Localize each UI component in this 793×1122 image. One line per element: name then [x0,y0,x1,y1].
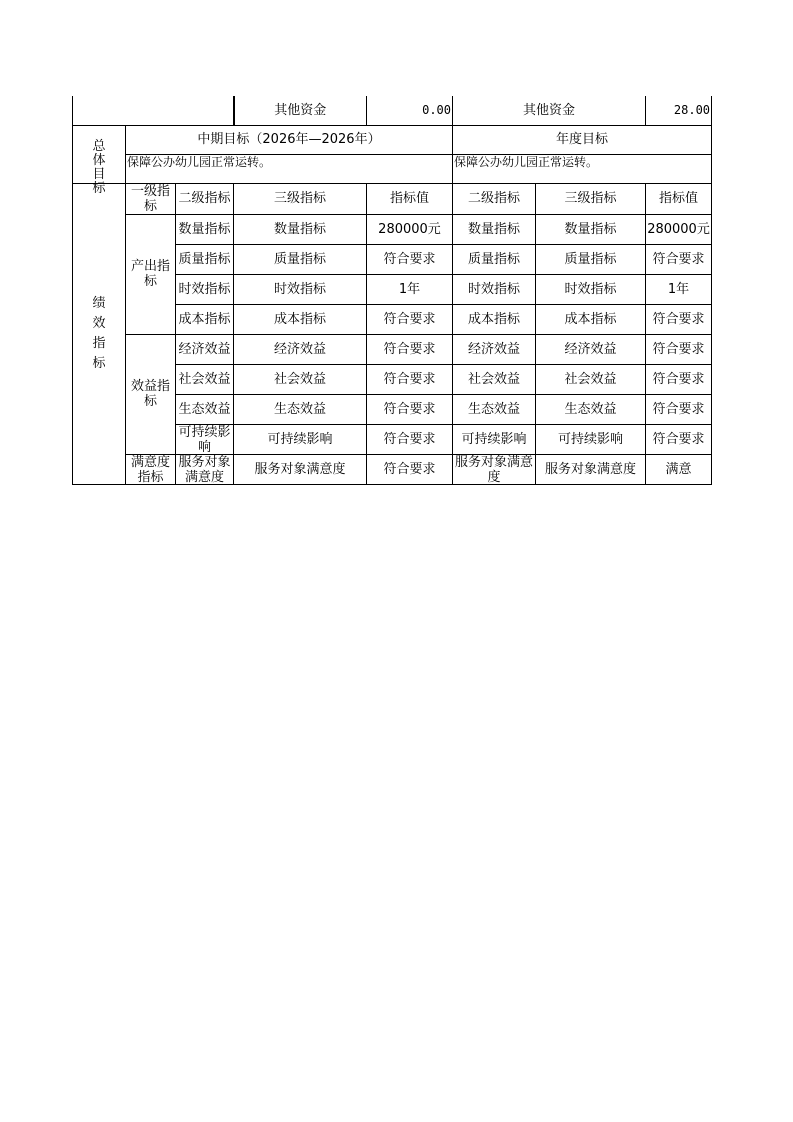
header-level3-annual: 三级指标 [536,183,646,214]
cell-level3: 数量指标 [234,214,367,244]
cell-level3-annual: 社会效益 [536,364,646,394]
cell-value: 符合要求 [367,394,453,424]
cell-value: 符合要求 [367,304,453,334]
indicator-row [73,334,712,364]
level1-satisfaction-text: 满意度指标 [130,454,170,485]
other-funds-row [73,96,712,125]
cell-level3: 服务对象满意度 [234,454,367,484]
annual-goal-text: 保障公办幼儿园正常运转。 [453,154,712,183]
overall-goal-label [73,125,126,196]
level1-benefit-text: 效益指标 [130,379,170,409]
cell-value-annual: 符合要求 [646,334,712,364]
level1-output [126,214,176,334]
cell-value: 280000元 [367,214,453,244]
cell-level2-annual-text: 服务对象满意度 [454,454,533,485]
cell-level2: 数量指标 [176,214,234,244]
performance-target-table [72,96,712,485]
cell-value-annual: 1年 [646,274,712,304]
cell-value-annual: 满意 [646,454,712,484]
indicator-header-row [73,183,712,214]
cell-level2 [176,454,234,484]
cell-level2-annual [453,454,536,484]
header-level2-annual: 二级指标 [453,183,536,214]
cell-value-annual: 符合要求 [646,304,712,334]
cell-value-annual: 符合要求 [646,424,712,454]
mid-term-goal-text: 保障公办幼儿园正常运转。 [126,154,453,183]
cell-level2-annual: 可持续影响 [453,424,536,454]
cell-level3-annual: 服务对象满意度 [536,454,646,484]
level1-benefit [126,334,176,454]
mid-term-goal-heading: 中期目标（2026年—2026年） [126,125,453,154]
cell-level3: 质量指标 [234,244,367,274]
goals-heading-row [73,125,712,154]
cell-level3-annual: 成本指标 [536,304,646,334]
cell-value: 符合要求 [367,424,453,454]
header-level3: 三级指标 [234,183,367,214]
overall-goal-label-text: 总体目标 [92,138,106,196]
other-funds-label-right: 其他资金 [453,96,646,125]
indicator-row [73,454,712,484]
cell-level2: 经济效益 [176,334,234,364]
cell-level3-annual: 数量指标 [536,214,646,244]
cell-level2-annual: 质量指标 [453,244,536,274]
cell-level2-annual: 社会效益 [453,364,536,394]
cell-value: 符合要求 [367,454,453,484]
other-funds-value-right: 28.00 [646,96,712,125]
cell-value-annual: 280000元 [646,214,712,244]
cell-level3: 时效指标 [234,274,367,304]
header-value: 指标值 [367,183,453,214]
cell-value-annual: 符合要求 [646,244,712,274]
cell-value: 1年 [367,274,453,304]
cell-value: 符合要求 [367,364,453,394]
header-value-annual: 指标值 [646,183,712,214]
performance-indicator-label [73,183,126,484]
cell-level3-annual: 质量指标 [536,244,646,274]
cell-value: 符合要求 [367,244,453,274]
cell-level2 [176,424,234,454]
cell-level3: 经济效益 [234,334,367,364]
cell-level3: 生态效益 [234,394,367,424]
goals-text-row [73,154,712,183]
cell-value-annual: 符合要求 [646,394,712,424]
header-level2: 二级指标 [176,183,234,214]
blank-cell [73,96,234,125]
cell-level3: 成本指标 [234,304,367,334]
cell-value: 符合要求 [367,334,453,364]
cell-level3-annual: 生态效益 [536,394,646,424]
cell-level2-annual: 数量指标 [453,214,536,244]
cell-level2: 生态效益 [176,394,234,424]
cell-level2-text: 服务对象满意度 [178,454,231,485]
header-level1: 一级指标 [126,183,176,214]
annual-goal-heading: 年度目标 [453,125,712,154]
cell-level2: 质量指标 [176,244,234,274]
cell-level2: 成本指标 [176,304,234,334]
cell-level3: 可持续影响 [234,424,367,454]
cell-level2: 社会效益 [176,364,234,394]
cell-level2-text: 可持续影响 [178,424,231,455]
other-funds-value-left: 0.00 [367,96,453,125]
cell-level2-annual: 成本指标 [453,304,536,334]
performance-indicator-label-text: 绩效指标 [92,295,106,371]
cell-level3-annual: 经济效益 [536,334,646,364]
cell-level2: 时效指标 [176,274,234,304]
cell-level3: 社会效益 [234,364,367,394]
cell-level3-annual: 可持续影响 [536,424,646,454]
cell-level2-annual: 生态效益 [453,394,536,424]
level1-output-text: 产出指标 [130,259,170,289]
cell-value-annual: 符合要求 [646,364,712,394]
cell-level2-annual: 经济效益 [453,334,536,364]
cell-level3-annual: 时效指标 [536,274,646,304]
other-funds-label-left: 其他资金 [234,96,367,125]
indicator-row [73,214,712,244]
cell-level2-annual: 时效指标 [453,274,536,304]
level1-satisfaction [126,454,176,484]
